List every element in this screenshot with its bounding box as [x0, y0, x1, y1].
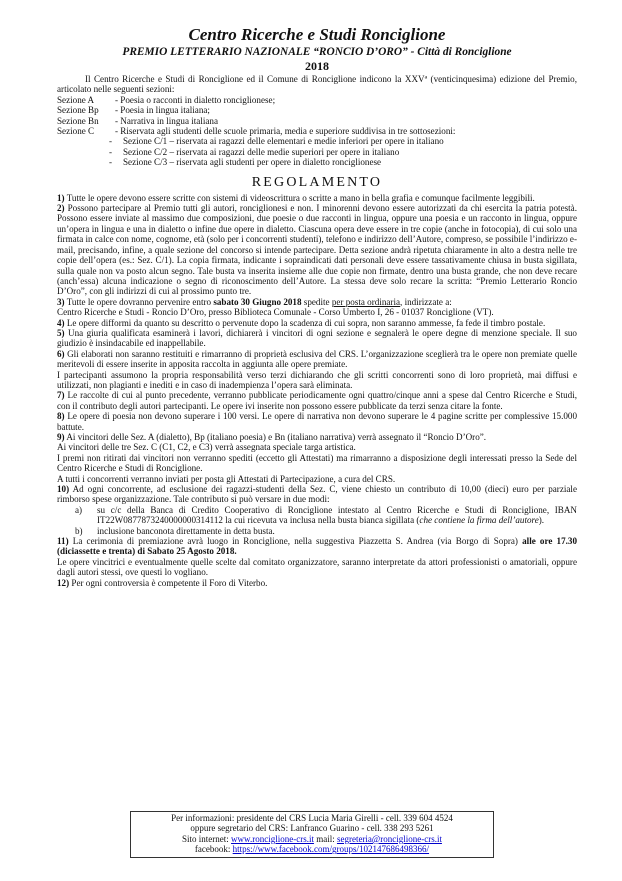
subsection-text: Sezione C/3 – riservata agli studenti per opere in dialetto ronciglionese	[123, 157, 382, 168]
section-text: - Poesia in lingua italiana;	[115, 105, 210, 116]
footer-facebook: facebook: https://www.facebook.com/groups/102147686498366/	[194, 844, 430, 855]
page-title: Centro Ricerche e Studi Ronciglione	[188, 25, 446, 44]
edition-year: 2018	[305, 59, 329, 73]
intro-paragraph: Il Centro Ricerche e Studi di Ronciglione ed il Comune di Ronciglione indicono la XXVª (venticinquesima) edizione del Premio, articolato nelle seguenti sezioni:	[57, 74, 577, 95]
rule-11: 11) La cerimonia di premiazione avrà luogo in Ronciglione, nella suggestiva Piazzetta S. Andrea (via Borgo di Sopra) alle ore 17.30 (diciassette e trenta) di Sabato 25 Agosto 2018.	[57, 536, 577, 557]
section-item	[57, 105, 577, 115]
facebook-link[interactable]: https://www.facebook.com/groups/102147686498366/	[232, 844, 430, 855]
section-text: - Narrativa in lingua italiana	[115, 115, 219, 126]
subsection-text: Sezione C/2 – riservata ai ragazzi delle medie superiori per opere in italiano	[123, 146, 400, 157]
regolamento-heading: REGOLAMENTO	[251, 174, 383, 190]
rule-1: 1) Tutte le opere devono essere scritte con sistemi di videoscrittura o scritte a mano in bella grafia e comunque facilmente leggibili.	[57, 192, 535, 203]
sections-list	[57, 95, 577, 168]
rule-5: 5) Una giuria qualificata esaminerà i lavori, dichiarerà i vincitori di ogni sezione e segnalerà le opere degne di menzione speciale. Il suo giudizio è insindacabile ed inappellabile.	[57, 327, 577, 349]
rule-11-paragraph: Le opere vincitrici e eventualmente quelle scelte dal comitato organizzatore, saranno interpretate da attori professionisti o amatoriali, oppure dagli autori stessi, ove questi lo vogliano.	[57, 556, 577, 578]
footer-secretary: oppure segretario del CRS: Lanfranco Guarino - cell. 338 293 5261	[190, 823, 434, 834]
subsection-text: Sezione C/1 – riservata ai ragazzi delle elementari e medie inferiori per opere in italiano	[123, 136, 444, 147]
website-link[interactable]: www.ronciglione-crs.it	[231, 833, 314, 844]
section-key: Sezione Bn	[57, 115, 99, 126]
subsection-item: - Sezione C/1 – riservata ai ragazzi delle elementari e medie inferiori per opere in italiano	[109, 136, 444, 147]
rule-7: 7) Le raccolte di cui al punto precedente, verranno pubblicate periodicamente ogni quattro/cinque anni a spese dal Centro Ricerche e Studi, con il contributo degli autori partecipanti. Le opere ivi inserite non possono essere pubblicate da terzi senza citare la fonte.	[57, 390, 577, 411]
rule-3: 3) Tutte le opere dovranno pervenire entro sabato 30 Giugno 2018 spedite per posta ordinaria, indirizzate a:	[57, 296, 452, 307]
section-key: Sezione C	[57, 126, 95, 137]
document-page	[57, 26, 577, 588]
mailing-address: Centro Ricerche e Studi - Roncio D’Oro, presso Biblioteca Comunale - Corso Umberto I, 26 - 01037 Ronciglione (VT).	[57, 307, 494, 318]
rule-8: 8) Le opere di poesia non devono superare i 100 versi. Le opere di narrativa non devono superare le 4 pagine scritte per complessive 15.000 battute.	[57, 411, 577, 432]
rule-9-paragraph: I premi non ritirati dai vincitori non verranno spediti (eccetto gli Attestati) ma rimarranno a disposizione degli interessati presso la Sede del Centro Ricerche e Studi di Ronciglione.	[57, 452, 577, 474]
payment-option: a) su c/c della Banca di Credito Cooperativo di Ronciglione intestato al Centro Ricerche e Studi di Ronciglione, IBAN IT22W0877873240000000314112 la cui ricevuta va inclusa nella busta bianca sigillata (che contiene la firma dell’autore).	[75, 504, 577, 526]
rule-4: 4) Le opere difformi da quanto su descritto o pervenute dopo la scadenza di cui sopra, non saranno ammesse, fa fede il timbro postale.	[57, 317, 546, 328]
payment-option: b) inclusione banconota direttamente in detta busta.	[75, 525, 275, 536]
footer-links: Sito internet: www.ronciglione-crs.it mail: segreteria@ronciglione-crs.it	[182, 833, 442, 844]
rule-9-paragraph: Ai vincitori delle tre Sez. C (C1, C2, e C3) verrà assegnata speciale targa artistica.	[57, 442, 356, 453]
rule-6-paragraph: I partecipanti assumono la propria responsabilità verso terzi dichiarando che gli scritti concorrenti sono di loro proprietà, mai diffusi e utilizzati, non plagianti e inediti e in caso di inadempienza l’opera sarà eliminata.	[57, 369, 577, 390]
rule-2: 2) Possono partecipare al Premio tutti gli autori, ronciglionesi e non. I minorenni devono essere autorizzati da chi esercita la patria potestà. Possono essere inviate al massimo due composizioni, due poesie o due racconti in lingua, oppure una poesia e un racconto in lingua, oppure un’opera in lingua e una in dialetto o infine due opere in dialetto. Ciascuna opera deve essere in tre copie (anche in fotocopia), di cui solo una firmata in calce con nome, cognome, età (solo per i concorrenti studenti), telefono e indirizzo dell’Autore, compreso, se possibile l’indirizzo e-mail, precisando, infine, a quale sezione del concorso si intende partecipare. Detta sezione andrà ripetuta chiaramente in alto a destra nelle tre copie dell’opera (es.: Sez. C/1). La copia firmata, indicante i sopraindicati dati personali deve essere tassativamente chiusa in busta sigillata, sulla quale non va posto alcun segno. Tale busta va inserita insieme alle due copie non firmate, dentro una busta grande, che non deve recare (anch’essa) alcuna indicazione o segno di riconoscimento dell’Autore. La stessa deve solo recare la scritta: “Premio Letterario Roncio D’Oro”, con gli indirizzi di cui al prossimo punto tre.	[57, 203, 577, 297]
section-text: - Poesia o racconti in dialetto ronciglionese;	[115, 94, 276, 105]
section-key: Sezione A	[57, 94, 95, 105]
footer-president: Per informazioni: presidente del CRS Lucia Maria Girelli - cell. 339 604 4524	[171, 813, 453, 823]
section-key: Sezione Bp	[57, 105, 99, 116]
rule-9: 9) Ai vincitori delle Sez. A (dialetto), Bp (italiano poesia) e Bn (italiano narrativa) verrà assegnato il “Roncio D’Oro”.	[57, 432, 487, 442]
page-subtitle: PREMIO LETTERARIO NAZIONALE “RONCIO D’ORO” - Città di Ronciglione	[122, 46, 512, 58]
email-link[interactable]: segreteria@ronciglione-crs.it	[336, 833, 442, 844]
section-text: - Riservata agli studenti delle scuole primaria, media e superiore suddivisa in tre sottosezioni:	[115, 126, 456, 137]
contact-footer	[130, 811, 494, 858]
rule-9-paragraph: A tutti i concorrenti verranno inviati per posta gli Attestati di Partecipazione, a cura del CRS.	[57, 473, 396, 484]
section-item	[57, 126, 577, 136]
rule-12: 12) Per ogni controversia è competente il Foro di Viterbo.	[57, 577, 268, 588]
rule-6: 6) Gli elaborati non saranno restituiti e rimarranno di proprietà esclusiva del CRS. L’organizzazione sceglierà tra le opere non premiate quelle meritevoli di essere inserite in apposita raccolta in aggiunta alle opere premiate.	[57, 348, 577, 370]
section-item	[57, 95, 577, 105]
subsection-item: - Sezione C/3 – riservata agli studenti per opere in dialetto ronciglionese	[109, 157, 382, 168]
section-item	[57, 116, 577, 126]
rule-10: 10) Ad ogni concorrente, ad esclusione dei ragazzi-studenti della Sez. C, viene chiesto un contributo di 10,00 (dieci) euro per parziale rimborso spese organizzazione. Tale contributo si può versare in due modi:	[57, 484, 577, 505]
subsection-item: - Sezione C/2 – riservata ai ragazzi delle medie superiori per opere in italiano	[109, 146, 400, 157]
